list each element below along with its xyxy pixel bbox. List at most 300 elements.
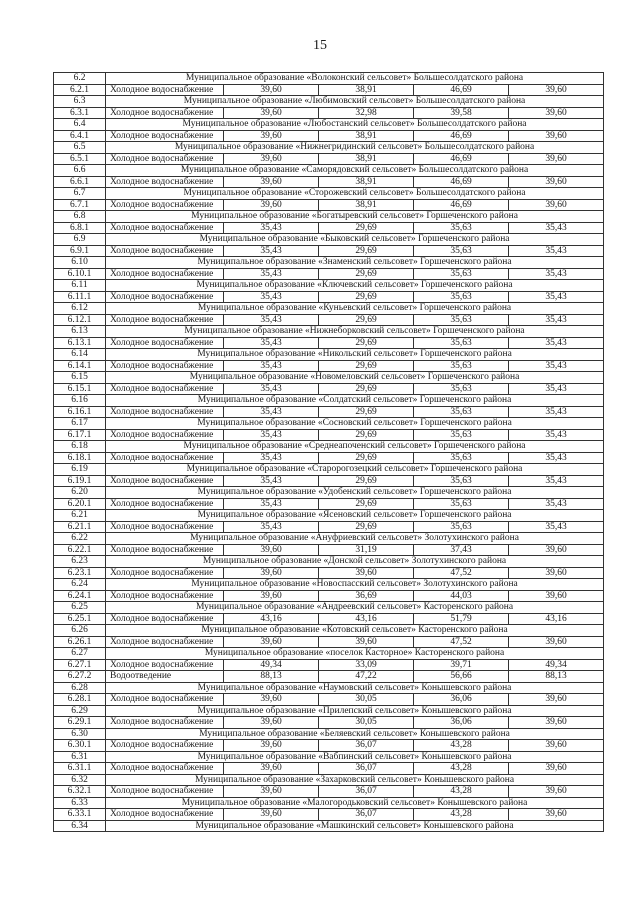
tariff-value: 39,60	[224, 567, 319, 579]
section-row	[54, 349, 604, 361]
municipality-title: Муниципальное образование «Беляевский сельсовет» Конышевского района	[106, 728, 604, 740]
tariff-value: 36,07	[319, 763, 414, 775]
municipality-title: Муниципальное образование «Донской сельсовет» Золотухинского района	[106, 556, 604, 568]
municipality-title: Муниципальное образование «Наумовский сельсовет» Конышевского района	[106, 682, 604, 694]
tariff-value: 38,91	[319, 176, 414, 188]
section-row	[54, 211, 604, 223]
tariff-value: 29,69	[319, 360, 414, 372]
table-row	[54, 314, 604, 326]
row-number: 6.16.1	[54, 406, 106, 418]
municipality-title: Муниципальное образование «Старорогозецкий сельсовет» Горшеченского района	[106, 464, 604, 476]
row-number: 6.24	[54, 579, 106, 591]
section-row	[54, 705, 604, 717]
tariff-value: 35,63	[414, 498, 509, 510]
tariff-value: 43,28	[414, 809, 509, 821]
table-row	[54, 406, 604, 418]
service-name: Холодное водоснабжение	[106, 659, 224, 671]
section-row	[54, 533, 604, 545]
municipality-title: Муниципальное образование «Новомеловский сельсовет» Горшеченского района	[106, 372, 604, 384]
tariff-value: 47,52	[414, 567, 509, 579]
tariff-value: 35,63	[414, 521, 509, 533]
service-name: Холодное водоснабжение	[106, 245, 224, 257]
row-number: 6.23.1	[54, 567, 106, 579]
municipality-title: Муниципальное образование «Быковский сельсовет» Горшеченского района	[106, 234, 604, 246]
tariff-value: 39,60	[224, 544, 319, 556]
table-row	[54, 429, 604, 441]
municipality-title: Муниципальное образование «Любостанский сельсовет» Большесолдатского района	[106, 119, 604, 131]
service-name: Водоотведение	[106, 671, 224, 683]
service-name: Холодное водоснабжение	[106, 763, 224, 775]
municipality-title: Муниципальное образование «Саморядовский сельсовет» Большесолдатского района	[106, 165, 604, 177]
municipality-title: Муниципальное образование «Богатыревский сельсовет» Горшеченского района	[106, 211, 604, 223]
table-row	[54, 740, 604, 752]
tariff-value: 43,28	[414, 740, 509, 752]
tariff-value: 39,60	[224, 636, 319, 648]
row-number: 6.26.1	[54, 636, 106, 648]
section-row	[54, 820, 604, 832]
table-row	[54, 222, 604, 234]
tariff-value: 38,91	[319, 199, 414, 211]
row-number: 6.14.1	[54, 360, 106, 372]
service-name: Холодное водоснабжение	[106, 291, 224, 303]
tariff-value: 35,43	[509, 222, 604, 234]
tariff-value: 35,43	[224, 291, 319, 303]
tariff-value: 43,28	[414, 786, 509, 798]
service-name: Холодное водоснабжение	[106, 590, 224, 602]
table-row	[54, 717, 604, 729]
section-row	[54, 510, 604, 522]
tariff-value: 35,43	[224, 383, 319, 395]
tariff-value: 39,60	[509, 740, 604, 752]
tariff-value: 39,60	[509, 786, 604, 798]
municipality-title: Муниципальное образование «Нижнеборковский сельсовет» Горшеченского района	[106, 326, 604, 338]
tariff-value: 35,43	[224, 360, 319, 372]
section-row	[54, 142, 604, 154]
tariff-value: 39,60	[509, 694, 604, 706]
tariff-value: 29,69	[319, 222, 414, 234]
tariff-value: 46,69	[414, 199, 509, 211]
row-number: 6.21.1	[54, 521, 106, 533]
table-row	[54, 84, 604, 96]
table-row	[54, 521, 604, 533]
row-number: 6.15	[54, 372, 106, 384]
municipality-title: Муниципальное образование «Новоспасский сельсовет» Золотухинского района	[106, 579, 604, 591]
table-row	[54, 245, 604, 257]
row-number: 6.11.1	[54, 291, 106, 303]
table-row	[54, 786, 604, 798]
tariff-value: 37,43	[414, 544, 509, 556]
tariff-value: 39,60	[509, 809, 604, 821]
row-number: 6.19	[54, 464, 106, 476]
service-name: Холодное водоснабжение	[106, 636, 224, 648]
row-number: 6.17.1	[54, 429, 106, 441]
tariff-value: 39,60	[224, 786, 319, 798]
service-name: Холодное водоснабжение	[106, 740, 224, 752]
tariff-value: 38,91	[319, 84, 414, 96]
tariff-value: 35,63	[414, 291, 509, 303]
service-name: Холодное водоснабжение	[106, 498, 224, 510]
service-name: Холодное водоснабжение	[106, 521, 224, 533]
section-row	[54, 395, 604, 407]
tariff-value: 39,60	[319, 636, 414, 648]
service-name: Холодное водоснабжение	[106, 809, 224, 821]
tariff-value: 39,60	[224, 740, 319, 752]
tariff-value: 36,07	[319, 786, 414, 798]
tariff-value: 35,43	[509, 429, 604, 441]
row-number: 6.20	[54, 487, 106, 499]
section-row	[54, 797, 604, 809]
tariff-value: 29,69	[319, 245, 414, 257]
row-number: 6.30	[54, 728, 106, 740]
table-row	[54, 636, 604, 648]
tariff-value: 39,60	[224, 153, 319, 165]
table-row	[54, 763, 604, 775]
row-number: 6.15.1	[54, 383, 106, 395]
row-number: 6.10.1	[54, 268, 106, 280]
section-row	[54, 441, 604, 453]
municipality-title: Муниципальное образование «Сторожевский сельсовет» Большесолдатского района	[106, 188, 604, 200]
row-number: 6.27.1	[54, 659, 106, 671]
tariff-value: 43,16	[319, 613, 414, 625]
tariff-value: 35,43	[509, 498, 604, 510]
section-row	[54, 556, 604, 568]
tariff-value: 29,69	[319, 406, 414, 418]
municipality-title: Муниципальное образование «Захарковский сельсовет» Конышевского района	[106, 774, 604, 786]
page-number: 15	[313, 38, 327, 53]
row-number: 6.18	[54, 441, 106, 453]
tariff-value: 35,63	[414, 360, 509, 372]
section-row	[54, 751, 604, 763]
table-row	[54, 567, 604, 579]
row-number: 6.27	[54, 648, 106, 660]
row-number: 6.7.1	[54, 199, 106, 211]
service-name: Холодное водоснабжение	[106, 567, 224, 579]
row-number: 6.13.1	[54, 337, 106, 349]
table-row	[54, 544, 604, 556]
row-number: 6.31	[54, 751, 106, 763]
section-row	[54, 234, 604, 246]
tariff-value: 35,43	[224, 475, 319, 487]
tariff-value: 30,05	[319, 694, 414, 706]
tariff-value: 29,69	[319, 268, 414, 280]
tariff-value: 47,52	[414, 636, 509, 648]
tariff-value: 43,28	[414, 763, 509, 775]
tariff-value: 43,16	[509, 613, 604, 625]
service-name: Холодное водоснабжение	[106, 130, 224, 142]
row-number: 6.12	[54, 303, 106, 315]
tariff-value: 39,60	[509, 590, 604, 602]
service-name: Холодное водоснабжение	[106, 176, 224, 188]
row-number: 6.9.1	[54, 245, 106, 257]
section-row	[54, 728, 604, 740]
tariff-value: 35,43	[509, 521, 604, 533]
tariff-value: 39,60	[224, 763, 319, 775]
municipality-title: Муниципальное образование «Прилепский сельсовет» Конышевского района	[106, 705, 604, 717]
tariff-value: 39,60	[224, 717, 319, 729]
tariff-value: 29,69	[319, 452, 414, 464]
row-number: 6.6	[54, 165, 106, 177]
row-number: 6.11	[54, 280, 106, 292]
municipality-title: Муниципальное образование «Любимовский сельсовет» Большесолдатского района	[106, 96, 604, 108]
section-row	[54, 303, 604, 315]
service-name: Холодное водоснабжение	[106, 199, 224, 211]
tariff-value: 46,69	[414, 176, 509, 188]
table-row	[54, 291, 604, 303]
table-row	[54, 176, 604, 188]
tariff-value: 56,66	[414, 671, 509, 683]
tariff-value: 35,43	[509, 245, 604, 257]
tariff-value: 35,43	[509, 383, 604, 395]
municipality-title: Муниципальное образование «Машкинский сельсовет» Конышевского района	[106, 820, 604, 832]
tariff-value: 35,43	[224, 222, 319, 234]
row-number: 6.13	[54, 326, 106, 338]
tariff-value: 38,91	[319, 130, 414, 142]
tariff-value: 39,60	[509, 544, 604, 556]
municipality-title: Муниципальное образование «Малогородьковский сельсовет» Конышевского района	[106, 797, 604, 809]
tariff-value: 39,60	[509, 153, 604, 165]
tariff-value: 29,69	[319, 291, 414, 303]
section-row	[54, 602, 604, 614]
service-name: Холодное водоснабжение	[106, 84, 224, 96]
tariff-value: 44,03	[414, 590, 509, 602]
row-number: 6.34	[54, 820, 106, 832]
row-number: 6.27.2	[54, 671, 106, 683]
tariff-value: 39,60	[224, 107, 319, 119]
tariff-value: 36,06	[414, 694, 509, 706]
row-number: 6.3	[54, 96, 106, 108]
section-row	[54, 487, 604, 499]
table-row	[54, 268, 604, 280]
row-number: 6.29.1	[54, 717, 106, 729]
tariff-value: 35,43	[224, 498, 319, 510]
row-number: 6.33.1	[54, 809, 106, 821]
service-name: Холодное водоснабжение	[106, 314, 224, 326]
municipality-title: Муниципальное образование «Солдатский сельсовет» Горшеченского района	[106, 395, 604, 407]
section-row	[54, 188, 604, 200]
tariff-value: 36,69	[319, 590, 414, 602]
row-number: 6.28	[54, 682, 106, 694]
row-number: 6.29	[54, 705, 106, 717]
service-name: Холодное водоснабжение	[106, 613, 224, 625]
row-number: 6.21	[54, 510, 106, 522]
tariff-value: 35,43	[224, 268, 319, 280]
section-row	[54, 280, 604, 292]
tariff-value: 35,63	[414, 429, 509, 441]
row-number: 6.2	[54, 73, 106, 85]
municipality-title: Муниципальное образование «Нижнегридинский сельсовет» Большесолдатского района	[106, 142, 604, 154]
tariff-value: 39,60	[509, 130, 604, 142]
service-name: Холодное водоснабжение	[106, 429, 224, 441]
tariff-value: 88,13	[509, 671, 604, 683]
row-number: 6.9	[54, 234, 106, 246]
tariff-value: 39,60	[509, 199, 604, 211]
table-row	[54, 452, 604, 464]
row-number: 6.20.1	[54, 498, 106, 510]
municipality-title: Муниципальное образование «Куньевский сельсовет» Горшеченского района	[106, 303, 604, 315]
table-row	[54, 107, 604, 119]
tariff-value: 35,63	[414, 314, 509, 326]
table-row	[54, 383, 604, 395]
tariff-value: 35,43	[509, 291, 604, 303]
section-row	[54, 96, 604, 108]
row-number: 6.12.1	[54, 314, 106, 326]
tariff-value: 39,60	[224, 176, 319, 188]
table-row	[54, 199, 604, 211]
tariff-value: 39,60	[509, 176, 604, 188]
tariff-value: 29,69	[319, 475, 414, 487]
section-row	[54, 625, 604, 637]
tariff-value: 30,05	[319, 717, 414, 729]
table-row	[54, 590, 604, 602]
municipality-title: Муниципальное образование «Никольский сельсовет» Горшеченского района	[106, 349, 604, 361]
section-row	[54, 579, 604, 591]
row-number: 6.8	[54, 211, 106, 223]
tariff-value: 35,63	[414, 383, 509, 395]
tariff-value: 35,43	[224, 337, 319, 349]
municipality-title: Муниципальное образование «Ключевский сельсовет» Горшеченского района	[106, 280, 604, 292]
tariff-value: 29,69	[319, 314, 414, 326]
row-number: 6.16	[54, 395, 106, 407]
tariff-value: 39,60	[509, 84, 604, 96]
tariff-value: 39,60	[509, 763, 604, 775]
tariff-value: 29,69	[319, 521, 414, 533]
row-number: 6.5.1	[54, 153, 106, 165]
table-row	[54, 130, 604, 142]
tariff-value: 35,43	[509, 314, 604, 326]
service-name: Холодное водоснабжение	[106, 337, 224, 349]
service-name: Холодное водоснабжение	[106, 153, 224, 165]
service-name: Холодное водоснабжение	[106, 452, 224, 464]
row-number: 6.17	[54, 418, 106, 430]
tariff-value: 35,43	[509, 452, 604, 464]
municipality-title: Муниципальное образование «Сосновский сельсовет» Горшеченского района	[106, 418, 604, 430]
service-name: Холодное водоснабжение	[106, 475, 224, 487]
row-number: 6.26	[54, 625, 106, 637]
tariff-value: 33,09	[319, 659, 414, 671]
tariff-value: 35,43	[509, 268, 604, 280]
table-row	[54, 475, 604, 487]
row-number: 6.2.1	[54, 84, 106, 96]
tariff-value: 35,43	[224, 406, 319, 418]
tariff-value: 35,63	[414, 222, 509, 234]
section-row	[54, 648, 604, 660]
section-row	[54, 418, 604, 430]
tariff-value: 36,07	[319, 809, 414, 821]
row-number: 6.5	[54, 142, 106, 154]
tariff-value: 32,98	[319, 107, 414, 119]
tariff-value: 35,63	[414, 475, 509, 487]
municipality-title: Муниципальное образование «Знаменский сельсовет» Горшеченского района	[106, 257, 604, 269]
tariff-value: 29,69	[319, 383, 414, 395]
municipality-title: Муниципальное образование «Среднеапоченский сельсовет» Горшеченского района	[106, 441, 604, 453]
row-number: 6.7	[54, 188, 106, 200]
section-row	[54, 165, 604, 177]
table-row	[54, 498, 604, 510]
tariff-value: 35,63	[414, 268, 509, 280]
service-name: Холодное водоснабжение	[106, 406, 224, 418]
tariff-value: 39,60	[509, 717, 604, 729]
service-name: Холодное водоснабжение	[106, 268, 224, 280]
municipality-title: Муниципальное образование «Волоконский сельсовет» Большесолдатского района	[106, 73, 604, 85]
tariff-value: 31,19	[319, 544, 414, 556]
tariff-value: 39,60	[224, 130, 319, 142]
municipality-title: Муниципальное образование «поселок Касторное» Касторенского района	[106, 648, 604, 660]
row-number: 6.10	[54, 257, 106, 269]
table-row	[54, 360, 604, 372]
tariff-value: 39,60	[509, 107, 604, 119]
row-number: 6.23	[54, 556, 106, 568]
row-number: 6.18.1	[54, 452, 106, 464]
table-row	[54, 694, 604, 706]
municipality-title: Муниципальное образование «Котовский сельсовет» Касторенского района	[106, 625, 604, 637]
service-name: Холодное водоснабжение	[106, 544, 224, 556]
service-name: Холодное водоснабжение	[106, 222, 224, 234]
tariff-table	[53, 72, 604, 832]
tariff-value: 35,43	[509, 406, 604, 418]
tariff-value: 29,69	[319, 337, 414, 349]
service-name: Холодное водоснабжение	[106, 786, 224, 798]
tariff-value: 39,60	[224, 694, 319, 706]
tariff-value: 46,69	[414, 130, 509, 142]
row-number: 6.31.1	[54, 763, 106, 775]
tariff-value: 47,22	[319, 671, 414, 683]
row-number: 6.6.1	[54, 176, 106, 188]
service-name: Холодное водоснабжение	[106, 717, 224, 729]
tariff-value: 39,60	[224, 809, 319, 821]
row-number: 6.33	[54, 797, 106, 809]
tariff-value: 39,60	[224, 199, 319, 211]
row-number: 6.28.1	[54, 694, 106, 706]
tariff-value: 35,43	[224, 429, 319, 441]
tariff-value: 35,43	[224, 521, 319, 533]
row-number: 6.4.1	[54, 130, 106, 142]
row-number: 6.3.1	[54, 107, 106, 119]
service-name: Холодное водоснабжение	[106, 383, 224, 395]
tariff-value: 35,63	[414, 406, 509, 418]
tariff-value: 35,63	[414, 337, 509, 349]
municipality-title: Муниципальное образование «Андреевский сельсовет» Касторенского района	[106, 602, 604, 614]
table-row	[54, 337, 604, 349]
tariff-value: 46,69	[414, 153, 509, 165]
tariff-value: 88,13	[224, 671, 319, 683]
row-number: 6.30.1	[54, 740, 106, 752]
section-row	[54, 464, 604, 476]
tariff-value: 39,60	[509, 567, 604, 579]
table-row	[54, 659, 604, 671]
tariff-value: 36,07	[319, 740, 414, 752]
section-row	[54, 682, 604, 694]
municipality-title: Муниципальное образование «Ясеновский сельсовет» Горшеченского района	[106, 510, 604, 522]
row-number: 6.24.1	[54, 590, 106, 602]
municipality-title: Муниципальное образование «Вабпинский сельсовет» Конышевского района	[106, 751, 604, 763]
tariff-value: 49,34	[224, 659, 319, 671]
row-number: 6.14	[54, 349, 106, 361]
row-number: 6.22	[54, 533, 106, 545]
tariff-value: 35,63	[414, 452, 509, 464]
tariff-value: 35,43	[224, 314, 319, 326]
tariff-value: 43,16	[224, 613, 319, 625]
row-number: 6.22.1	[54, 544, 106, 556]
service-name: Холодное водоснабжение	[106, 694, 224, 706]
section-row	[54, 257, 604, 269]
tariff-value: 35,63	[414, 245, 509, 257]
tariff-value: 35,43	[509, 360, 604, 372]
tariff-value: 39,71	[414, 659, 509, 671]
row-number: 6.4	[54, 119, 106, 131]
municipality-title: Муниципальное образование «Удобенский сельсовет» Горшеченского района	[106, 487, 604, 499]
tariff-value: 35,43	[509, 475, 604, 487]
tariff-value: 46,69	[414, 84, 509, 96]
